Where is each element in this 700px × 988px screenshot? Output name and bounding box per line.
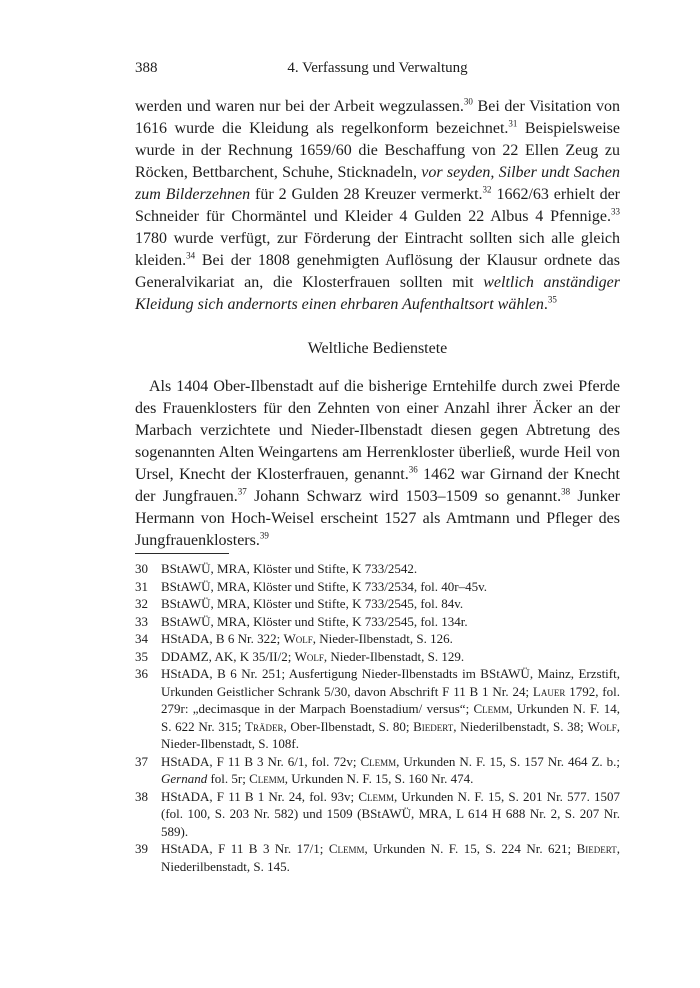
- footnote-text: HStADA, B 6 Nr. 251; Ausfertigung Nieder-Ilbenstadts im BStAWÜ, Mainz, Erzstift, Urkunden Geistlicher Schrank 5/30, davon Abschrift F 11 B 1 Nr. 24;: [161, 666, 620, 699]
- footnote-ref[interactable]: 34: [186, 250, 196, 261]
- footnote-number: 31: [135, 578, 148, 594]
- paragraph-clothing: [135, 96, 620, 316]
- text: Beispielsweise wurde in der Rechnung 1659/60 die Beschaffung von 22 Ellen Zeug zu Röcken, Bettbarchent, Schuhe, Sticknadeln,: [135, 120, 621, 181]
- footnote-number: 34: [135, 631, 148, 646]
- author-name: Biedert: [413, 718, 454, 734]
- text: Bei der Visitation von 1616 wurde die Kleidung als regelkonform bezeichnet.: [135, 98, 621, 137]
- paragraph-servants: [135, 376, 620, 552]
- footnote-text: , Nieder-Ilbenstadt, S. 126.: [312, 631, 453, 646]
- footnote-text: BStAWÜ, MRA, Klöster und Stifte, K 733/2542.: [161, 561, 418, 576]
- footnote-number: 36: [135, 666, 148, 681]
- footnote-text: HStADA, F 11 B 1 Nr. 24, fol. 93v;: [161, 788, 359, 804]
- footnote-ref[interactable]: 38: [561, 486, 571, 497]
- footnote-31: [135, 578, 620, 596]
- text: .: [543, 296, 548, 313]
- footnote-37: [135, 753, 620, 788]
- quote-italic: vor seyden, Silber undt Sachen zum Bilderzehnen: [135, 164, 620, 203]
- text: 1462 war Girnand der Knecht der Jungfrauen.: [135, 466, 620, 505]
- footnote-36: [135, 665, 620, 753]
- footnote-ref[interactable]: 35: [547, 294, 557, 305]
- author-name: Lauer: [532, 683, 566, 699]
- text: Johann Schwarz wird 1503–1509 so genannt.: [246, 488, 562, 505]
- footnote-text: , Ober-Ilbenstadt, S. 80;: [283, 718, 414, 734]
- footnote-ref[interactable]: 32: [482, 184, 492, 195]
- footnote-text: , Urkunden N. F. 15, S. 157 Nr. 464 Z. b.;: [396, 753, 620, 769]
- text: 1662/63 erhielt der Schneider für Chormäntel und Kleider 4 Gulden 22 Albus 4 Pfennige.: [135, 186, 620, 225]
- footnote-text: BStAWÜ, MRA, Klöster und Stifte, K 733/2545, fol. 134r.: [161, 613, 468, 629]
- footnote-text: , Urkunden N. F. 14, S. 622 Nr. 315;: [161, 701, 620, 734]
- footnote-number: 33: [135, 613, 148, 629]
- footnote-text: , Nieder-Ilbenstadt, S. 108f.: [161, 718, 620, 751]
- footnote-text: , Niederilbenstadt, S. 145.: [161, 841, 620, 874]
- text: Junker Hermann von Hoch-Weisel erscheint 1527 als Amtmann und Pfleger des Jungfrauenklosters.: [135, 488, 621, 549]
- author-name: Biedert: [576, 841, 617, 856]
- text: für 2 Gulden 28 Kreuzer vermerkt.: [250, 186, 483, 203]
- footnote-30: [135, 560, 620, 578]
- author-name: Clemm: [249, 771, 285, 786]
- footnote-ref[interactable]: 37: [237, 486, 247, 497]
- footnote-number: 30: [135, 561, 148, 576]
- footnote-number: 37: [135, 753, 148, 769]
- footnote-text: 1792, fol. 279r: „decimasque in der Marpach Boenstadium/ versus“;: [161, 683, 620, 716]
- author-name: Wolf: [294, 648, 324, 664]
- author-name: Träder: [245, 718, 284, 734]
- page-number: 388: [135, 60, 158, 76]
- page-header: [135, 60, 620, 82]
- author-name: Wolf: [283, 631, 313, 646]
- author-name: Clemm: [473, 701, 510, 716]
- footnote-38: [135, 788, 620, 841]
- footnote-ref[interactable]: 39: [259, 530, 269, 541]
- footnote-text: , Nieder-Ilbenstadt, S. 129.: [323, 648, 465, 664]
- footnote-text: DDAMZ, AK, K 35/II/2;: [161, 648, 295, 664]
- footnote-divider: [135, 553, 229, 554]
- footnote-ref[interactable]: 36: [408, 464, 418, 475]
- footnote-ref[interactable]: 30: [463, 96, 473, 107]
- author-name: Clemm: [328, 841, 365, 856]
- footnote-text: , Urkunden N. F. 15, S. 201 Nr. 577. 1507 (fol. 100, S. 203 Nr. 582) und 1509 (BStAWÜ, MRA, L 614 H 688 Nr. 2, S. 207 Nr. 589).: [161, 788, 620, 839]
- quote-italic: weltlich anständiger Kleidung sich andernorts einen ehrbaren Aufenthaltsort wählen: [135, 274, 621, 313]
- footnote-32: [135, 595, 620, 613]
- text: Bei der 1808 genehmigten Auflösung der Klausur ordnete das Generalvikariat an, die Klosterfrauen sollten mit: [135, 252, 620, 291]
- author-name: Wolf: [587, 718, 617, 734]
- footnote-number: 39: [135, 841, 148, 856]
- footnote-33: [135, 613, 620, 631]
- footnote-text: , Urkunden N. F. 15, S. 160 Nr. 474.: [284, 771, 474, 786]
- source-italic: Gernand: [161, 771, 208, 786]
- footnote-number: 35: [135, 648, 148, 664]
- footnote-text: HStADA, B 6 Nr. 322;: [161, 631, 284, 646]
- footnote-39: [135, 840, 620, 875]
- footnote-text: fol. 5r;: [207, 771, 250, 786]
- author-name: Clemm: [360, 753, 397, 769]
- footnote-number: 38: [135, 788, 148, 804]
- author-name: Clemm: [358, 788, 394, 804]
- footnote-text: BStAWÜ, MRA, Klöster und Stifte, K 733/2545, fol. 84v.: [161, 596, 464, 611]
- footnote-text: , Niederilbenstadt, S. 38;: [453, 718, 588, 734]
- section-heading: Weltliche Bedienstete: [307, 340, 448, 357]
- footnote-text: , Urkunden N. F. 15, S. 224 Nr. 621;: [364, 841, 577, 856]
- text: werden und waren nur bei der Arbeit wegzulassen.: [135, 98, 464, 115]
- text: 1780 wurde verfügt, zur Förderung der Eintracht sollten sich alle gleich kleiden.: [135, 230, 620, 269]
- footnote-35: [135, 648, 620, 666]
- footnote-ref[interactable]: 33: [611, 206, 620, 217]
- footnote-34: [135, 630, 620, 648]
- footnote-number: 32: [135, 596, 148, 611]
- footnotes: [135, 560, 620, 875]
- footnote-text: BStAWÜ, MRA, Klöster und Stifte, K 733/2534, fol. 40r–45v.: [161, 578, 487, 594]
- footnote-text: HStADA, F 11 B 3 Nr. 6/1, fol. 72v;: [161, 753, 361, 769]
- footnote-ref[interactable]: 31: [508, 118, 518, 129]
- footnote-text: HStADA, F 11 B 3 Nr. 17/1;: [161, 841, 329, 856]
- running-title: 4. Verfassung und Verwaltung: [287, 60, 468, 76]
- text: Als 1404 Ober-Ilbenstadt auf die bisherige Erntehilfe durch zwei Pferde des Frauenklosters für den Zehnten von einer Anzahl ihrer Äcker an der Marbach verzichtete und Nieder-Ilbenstadt diesen gegen Abtretung des sogenannten Alten Weingartens am Herrenkloster überließ, wurde Heil von Ursel, Knecht der Klosterfrauen, genannt.: [135, 378, 620, 483]
